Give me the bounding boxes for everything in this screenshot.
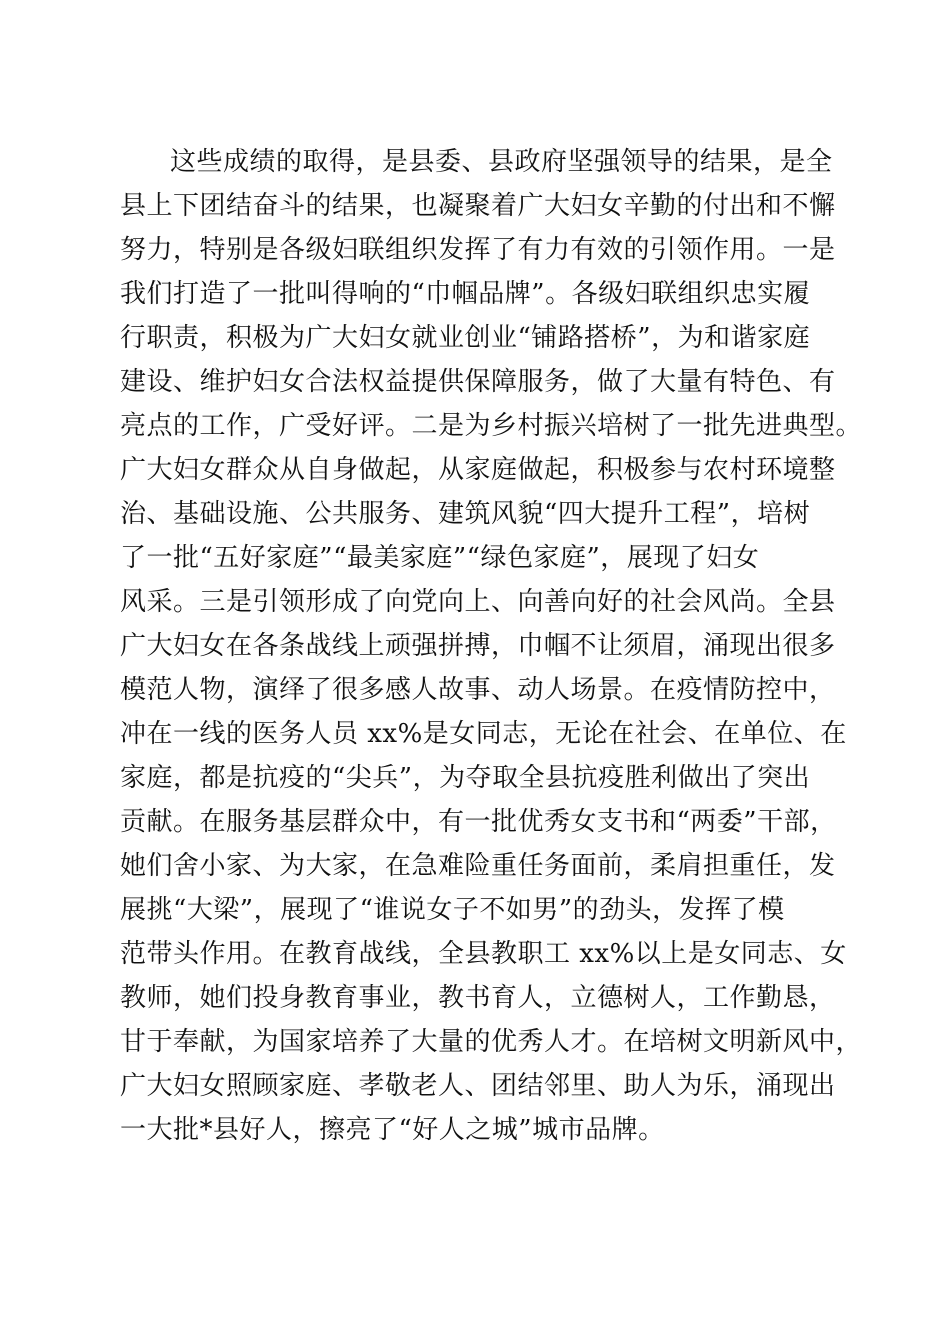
text-line-1: 这些成绩的取得，是县委、县政府坚强领导的结果，是全 [170, 147, 833, 177]
text-line-4: 我们打造了一批叫得响的“巾帼品牌”。各级妇联组织忠实履 [120, 279, 811, 309]
text-line-22: 广大妇女照顾家庭、孝敬老人、团结邻里、助人为乐，涌现出 [120, 1071, 836, 1101]
text-line-15: 家庭，都是抗疫的“尖兵”，为夺取全县抗疫胜利做出了突出 [120, 763, 811, 793]
text-line-6: 建设、维护妇女合法权益提供保障服务，做了大量有特色、有 [120, 367, 836, 397]
text-line-23: 一大批*县好人，擦亮了“好人之城”城市品牌。 [120, 1115, 665, 1145]
text-line-19: 范带头作用。在教育战线，全县教职工 xx%以上是女同志、女 [120, 939, 847, 969]
text-line-10: 了一批“五好家庭”“最美家庭”“绿色家庭”，展现了妇女 [120, 543, 760, 573]
text-line-7: 亮点的工作，广受好评。二是为乡村振兴培树了一批先进典型。 [120, 411, 863, 441]
text-line-11: 风采。三是引领形成了向党向上、向善向好的社会风尚。全县 [120, 587, 836, 617]
text-line-3: 努力，特别是各级妇联组织发挥了有力有效的引领作用。一是 [120, 235, 836, 265]
text-line-12: 广大妇女在各条战线上顽强拼搏，巾帼不让须眉，涌现出很多 [120, 631, 836, 661]
text-line-9: 治、基础设施、公共服务、建筑风貌“四大提升工程”，培树 [120, 499, 811, 529]
text-line-8: 广大妇女群众从自身做起，从家庭做起，积极参与农村环境整 [120, 455, 836, 485]
text-line-21: 甘于奉献，为国家培养了大量的优秀人才。在培树文明新风中， [120, 1027, 863, 1057]
text-line-20: 教师，她们投身教育事业，教书育人，立德树人，工作勤恳， [120, 983, 836, 1013]
text-line-13: 模范人物，演绎了很多感人故事、动人场景。在疫情防控中， [120, 675, 836, 705]
text-line-14: 冲在一线的医务人员 xx%是女同志，无论在社会、在单位、在 [120, 719, 847, 749]
text-line-2: 县上下团结奋斗的结果，也凝聚着广大妇女辛勤的付出和不懈 [120, 191, 836, 221]
text-line-5: 行职责，积极为广大妇女就业创业“铺路搭桥”，为和谐家庭 [120, 323, 811, 353]
text-line-17: 她们舍小家、为大家，在急难险重任务面前，柔肩担重任，发 [120, 851, 836, 881]
text-line-18: 展挑“大梁”，展现了“谁说女子不如男”的劲头，发挥了模 [120, 895, 785, 925]
text-line-16: 贡献。在服务基层群众中，有一批优秀女支书和“两委”干部， [120, 807, 837, 837]
